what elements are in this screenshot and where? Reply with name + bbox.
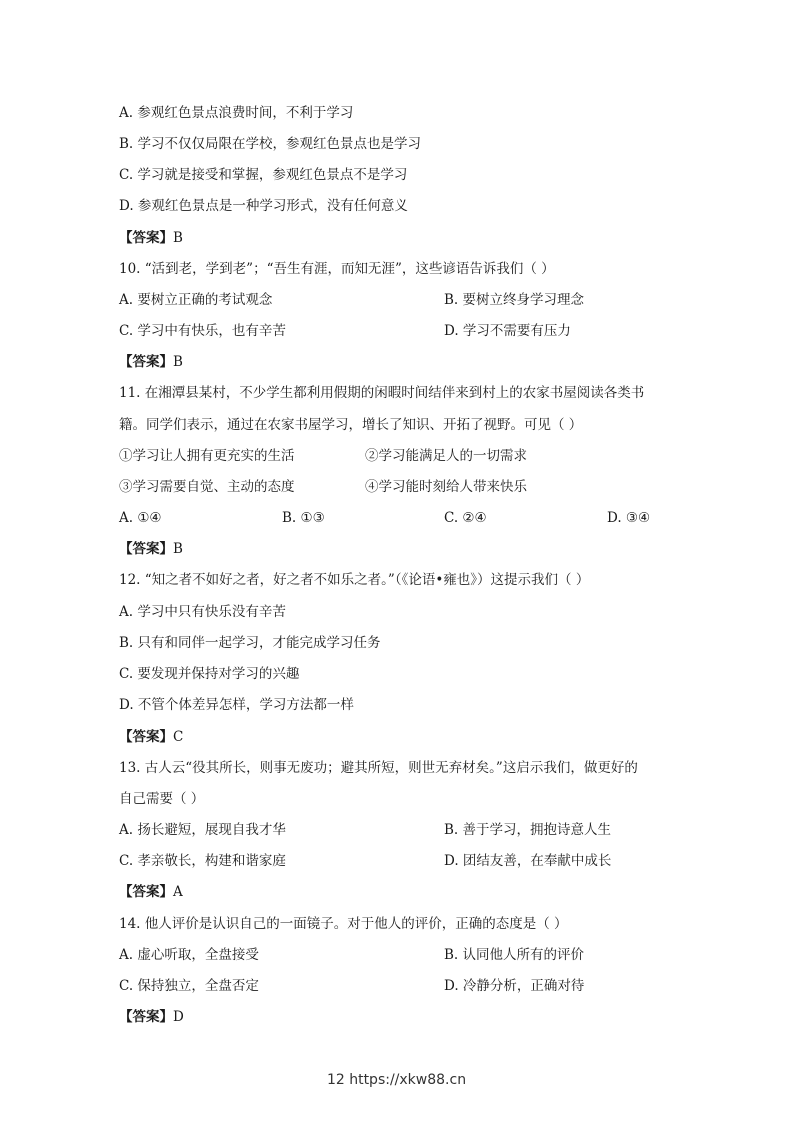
q9-option-d: D. 参观红色景点是一种学习形式，没有任何意义 xyxy=(119,198,408,214)
answer-value: D xyxy=(173,1009,184,1025)
answer-label: 【答案】 xyxy=(119,541,173,557)
q14-answer xyxy=(119,1008,184,1026)
q10-answer xyxy=(119,353,183,371)
answer-value: B xyxy=(173,354,183,370)
q11-stem-line2: 籍。同学们表示，通过在农家书屋学习，增长了知识、开拓了视野。可见（ ） xyxy=(119,417,583,433)
q9-option-a: A. 参观红色景点浪费时间，不利于学习 xyxy=(119,105,354,121)
q13-option-d: D. 团结友善，在奉献中成长 xyxy=(444,853,612,869)
q12-stem: 12. “知之者不如好之者，好之者不如乐之者。”（《论语•雍也》）这提示我们（ ） xyxy=(119,572,590,588)
q10-option-c: C. 学习中有快乐，也有辛苦 xyxy=(119,323,286,339)
q9-option-c: C. 学习就是接受和掌握，参观红色景点不是学习 xyxy=(119,167,408,183)
q13-stem-line1: 13. 古人云“役其所长，则事无废功；避其所短，则世无弃材矣。”这启示我们，做更好的 xyxy=(119,760,638,776)
q12-option-d: D. 不管个体差异怎样，学习方法都一样 xyxy=(119,697,354,713)
q13-option-b: B. 善于学习，拥抱诗意人生 xyxy=(444,822,612,838)
q11-option-c: C. ②④ xyxy=(444,510,487,526)
q14-option-d: D. 冷静分析，正确对待 xyxy=(444,978,585,994)
answer-label: 【答案】 xyxy=(119,729,173,745)
q13-option-c: C. 孝亲敬长，构建和谐家庭 xyxy=(119,853,286,869)
page-footer: 12 https://xkw88.cn xyxy=(326,1072,467,1088)
q9-option-b: B. 学习不仅仅局限在学校，参观红色景点也是学习 xyxy=(119,136,422,152)
q12-answer xyxy=(119,728,183,746)
q11-option-b: B. ①③ xyxy=(282,510,325,526)
q12-option-c: C. 要发现并保持对学习的兴趣 xyxy=(119,666,300,682)
q14-option-a: A. 虚心听取，全盘接受 xyxy=(119,947,259,963)
answer-label: 【答案】 xyxy=(119,884,173,900)
q11-statement-4: ④学习能时刻给人带来快乐 xyxy=(365,479,527,495)
q14-option-b: B. 认同他人所有的评价 xyxy=(444,947,585,963)
answer-label: 【答案】 xyxy=(119,230,173,246)
q9-answer xyxy=(119,229,183,247)
q10-option-d: D. 学习不需要有压力 xyxy=(444,323,571,339)
q11-answer xyxy=(119,540,183,558)
q14-option-c: C. 保持独立，全盘否定 xyxy=(119,978,259,994)
q11-option-d: D. ③④ xyxy=(607,510,651,526)
answer-value: C xyxy=(173,729,184,745)
q13-answer xyxy=(119,883,183,901)
answer-value: B xyxy=(173,230,183,246)
q10-option-a: A. 要树立正确的考试观念 xyxy=(119,292,273,308)
q12-option-b: B. 只有和同伴一起学习，才能完成学习任务 xyxy=(119,635,381,651)
q13-stem-line2: 自己需要（ ） xyxy=(119,791,205,807)
q10-stem: 10. “活到老，学到老”；“吾生有涯，而知无涯”，这些谚语告诉我们（ ） xyxy=(119,261,555,277)
q11-statement-3: ③学习需要自觉、主动的态度 xyxy=(119,479,295,495)
answer-value: B xyxy=(173,541,183,557)
answer-label: 【答案】 xyxy=(119,1009,173,1025)
q11-statement-1: ①学习让人拥有更充实的生活 xyxy=(119,448,295,464)
q11-statement-2: ②学习能满足人的一切需求 xyxy=(365,448,527,464)
q11-stem-line1: 11. 在湘潭县某村，不少学生都利用假期的闲暇时间结伴来到村上的农家书屋阅读各类书 xyxy=(119,385,645,401)
q10-option-b: B. 要树立终身学习理念 xyxy=(444,292,585,308)
answer-value: A xyxy=(173,884,183,900)
q11-option-a: A. ①④ xyxy=(119,510,162,526)
q14-stem: 14. 他人评价是认识自己的一面镜子。对于他人的评价，正确的态度是（ ） xyxy=(119,916,568,932)
q12-option-a: A. 学习中只有快乐没有辛苦 xyxy=(119,604,286,620)
q13-option-a: A. 扬长避短，展现自我才华 xyxy=(119,822,286,838)
answer-label: 【答案】 xyxy=(119,354,173,370)
